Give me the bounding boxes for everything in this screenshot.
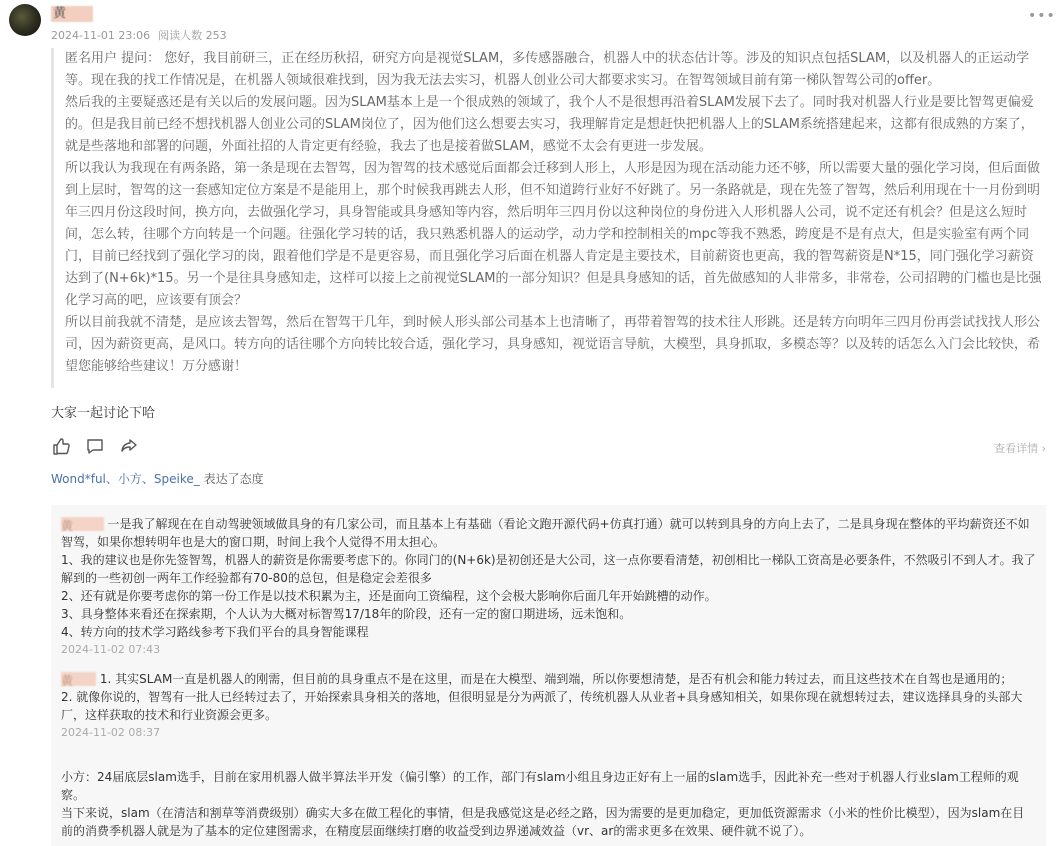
comment-item (61, 515, 1036, 658)
reaction-suffix: 表达了态度 (199, 472, 264, 486)
author-name[interactable]: 黄 (51, 6, 93, 22)
comment-line: 当下来说，slam（在清洁和割草等消费级别）确实大多在做工程化的事情，但是我感觉这是必经之路，因为需要的是更加稳定，更加低资源需求（小米的性价比模型），因为slam在目前的消费季机器人就是为了基本的定位建图需求，在精度层面继续打磨的收益受到边界递减效益（vr、ar的需求更多在效果、硬件就不说了）。 (61, 806, 1025, 838)
comment-list (51, 505, 1046, 846)
comment-line: 黄 一是我了解现在在自动驾驶领域做具身的有几家公司，而且基本上有基础（看论文跑开源代码+仿真打通）就可以转到具身的方向上去了，二是具身现在整体的平均薪资还不如智驾，如果你想转明年也是大的窗口期，时间上我个人觉得不用太担心。 (61, 517, 1030, 549)
comment-item (61, 768, 1036, 840)
quote-paragraph: 所以目前我就不清楚，是应该去智驾，然后在智驾干几年，到时候人形头部公司基本上也清晰了，再带着智驾的技术往人形跳。还是转方向明年三四月份再尝试找找人形公司，因为薪资更高，是风口。转方向的话往哪个方向转比较合适，强化学习，具身感知，视觉语言导航，大模型，具身抓取，多模态等？以及转的话怎么入门会比较快，希望您能够给些建议！万分感谢！ (65, 315, 1041, 374)
comment-line: 4、转方向的技术学习路线参考下我们平台的具身智能课程 (61, 625, 369, 639)
post-meta (51, 27, 227, 43)
thumbs-up-icon[interactable] (51, 436, 71, 456)
comment-line: 1、我的建议也是你先签智驾，机器人的薪资是你需要考虑下的。你同门的(N+6k)是初创还是大公司，这一点你要看清楚，初创相比一梯队工资高是必要条件，不然吸引不到人才。我了解到的一些初创一两年工作经验都有70-80的总包，但是稳定会差很多 (61, 553, 1036, 585)
quote-paragraph: 然后我的主要疑惑还是有关以后的发展问题。因为SLAM基本上是一个很成熟的领域了，我个人不是很想再沿着SLAM发展下去了。同时我对机器人行业是要比智驾更偏爱的。但是我目前已经不想找机器人创业公司的SLAM岗位了，因为他们这么想要去实习，我理解肯定是想赶快把机器人上的SLAM系统搭建起来，这都有很成熟的方案了，就是些落地和部署的问题，外面社招的人肯定更有经验，我去了也是接着做SLAM，感觉不太会有更进一步发展。 (65, 95, 1034, 154)
post-header (0, 0, 1064, 50)
comment-author-blurred[interactable]: 黄 (61, 672, 96, 686)
action-bar (51, 436, 1046, 458)
post-body-text: 大家一起讨论下哈 (51, 406, 156, 421)
reaction-users[interactable]: Wond*ful、小方、Speike_ (51, 472, 200, 486)
more-dots-icon[interactable]: ••• (1028, 8, 1056, 24)
comment-bubble-icon[interactable] (85, 436, 105, 456)
share-icon[interactable] (119, 436, 139, 456)
comment-line: 黄 1. 其实SLAM一直是机器人的刚需，但目前的具身重点不是在这里，而是在大模型、端到端，所以你要想清楚，是否有机会和能力转过去，而且这些技术在自驾也是通用的； (61, 672, 1013, 688)
quote-paragraph: 所以我认为我现在有两条路，第一条是现在去智驾，因为智驾的技术感觉后面都会迁移到人形上，人形是因为现在活动能力还不够，所以需要大量的强化学习岗，但后面做到上层时，智驾的这一套感知定位方案是不是能用上，那个时候我再跳去人形，但不知道跨行业好不好跳了。另一条路就是，现在先签了智驾，然后利用现在十一月份到明年三四月份这段时间，换方向，去做强化学习，具身智能或具身感知等内容，然后明年三四月份以这种岗位的身份进入人形机器人公司，说不定还有机会？但是这么短时间，怎么转，往哪个方向转是一个问题。往强化学习转的话，我只熟悉机器人的运动学，动力学和控制相关的mpc等我不熟悉，跨度是不是有点大，但是实验室有两个同门，目前已经找到了强化学习的岗，跟着他们学是不是更容易，而且强化学习后面在机器人肯定是主要技术，目前薪资也更高，我的智驾薪资是N*15，同门强化学习薪资达到了(N+6k)*15。另一个是往具身感知走，这样可以接上之前视觉SLAM的一部分知识？但是具身感知的话，首先做感知的人非常多，非常卷，公司招聘的门槛也是比强化学习高的吧，应该要有顶会？ (65, 161, 1042, 308)
comment-time: 2024-11-02 08:37 (61, 726, 161, 739)
reactions-line (51, 470, 264, 487)
comment-line: 2、还有就是你要考虑你的第一份工作是以技术积累为主，还是面向工资编程，这个会极大影响你后面几年开始跳槽的动作。 (61, 589, 717, 603)
avatar[interactable] (9, 4, 41, 36)
comment-author-blurred[interactable]: 黄 (61, 517, 104, 531)
read-count: 阅读人数 253 (158, 29, 227, 42)
quote-paragraph: 匿名用户 提问： 您好，我目前研三，正在经历秋招，研究方向是视觉SLAM，多传感器融合，机器人中的状态估计等。涉及的知识点包括SLAM，以及机器人的正运动学等。现在我的找工作情况是，在机器人领域很难找到，因为我无法去实习，机器人创业公司大都要求实习。在智驾领域目前有第一梯队智驾公司的offer。 (65, 51, 1030, 88)
comment-line: 小方：24届底层slam选手，目前在家用机器人做半算法半开发（偏引擎）的工作，部门有slam小组且身边正好有上一届的slam选手，因此补充一些对于机器人行业slam工程师的观察。 (61, 770, 1019, 802)
comment-item (61, 670, 1036, 741)
comment-line: 3、具身整体来看还在探索期，个人认为大概对标智驾17/18年的阶段，还有一定的窗口期进场，远未饱和。 (61, 607, 632, 621)
post-date: 2024-11-01 23:06 (51, 29, 151, 42)
comment-time: 2024-11-02 07:43 (61, 643, 161, 656)
comment-line: 2. 就像你说的，智驾有一批人已经转过去了，开始探索具身相关的落地，但很明显是分为两派了，传统机器人从业者+具身感知相关，如果你现在就想转过去，建议选择具身的头部大厂，这样获取的技术和行业资源会更多。 (61, 690, 1023, 722)
view-detail-link[interactable]: 查看详情 › (994, 442, 1046, 455)
quoted-question (51, 48, 1046, 388)
